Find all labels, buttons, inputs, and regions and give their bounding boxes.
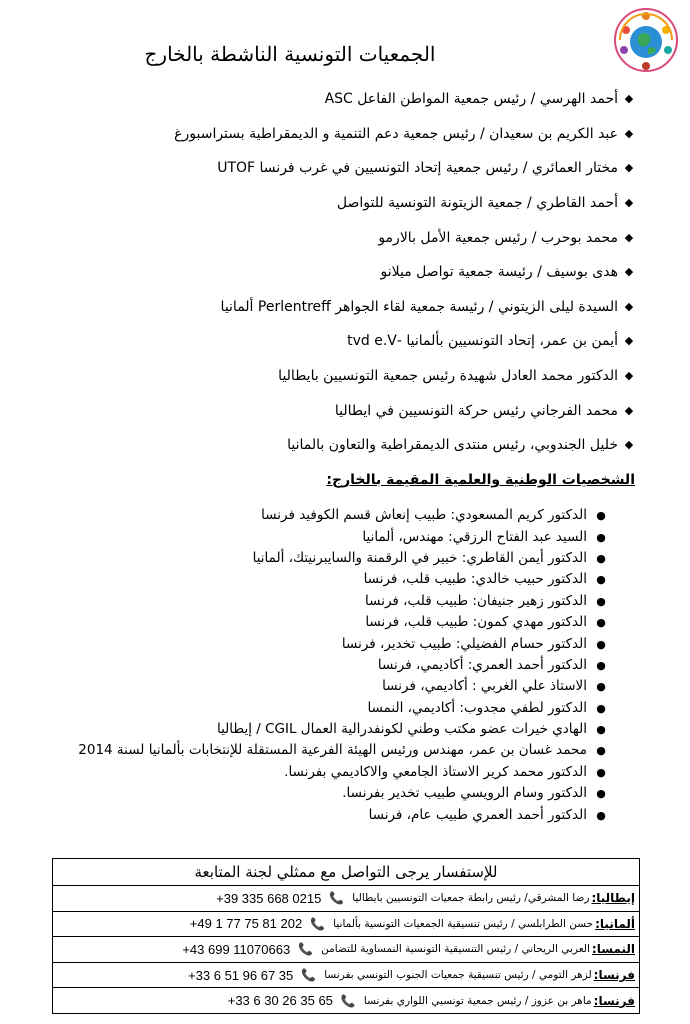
list-item: ● الدكتور كريم المسعودي: طبيب إنعاش قسم الكوفيد فرنسا [55, 505, 615, 526]
persons-list [55, 505, 615, 826]
bullet-icon: ● [596, 701, 606, 715]
diamond-bullet-icon: ◆ [624, 230, 634, 244]
page-title: الجمعيات التونسية الناشطة بالخارج [144, 42, 436, 66]
contact-country: فرنسا: [593, 968, 635, 983]
contact-name: ماهر بن عزوز / رئيس جمعية تونسيي اللواري بفرنسا [363, 994, 592, 1007]
diamond-bullet-icon: ◆ [624, 196, 634, 210]
phone-icon: 📞 [298, 942, 314, 957]
list-item: ● محمد غسان بن عمر، مهندس ورئيس الهيئة الفرعية المستقلة للإنتخابات بألمانيا لسنة 2014 [55, 740, 615, 761]
diamond-bullet-icon: ◆ [624, 438, 634, 452]
bullet-icon: ● [596, 723, 606, 737]
diamond-bullet-icon: ◆ [624, 299, 634, 313]
list-item: ● الدكتور مهدي كمون: طبيب قلب، فرنسا [55, 612, 615, 633]
globe-people-logo-icon [612, 6, 680, 74]
list-item: ● الدكتور وسام الرويسي طبيب تخدير بفرنسا. [55, 783, 615, 804]
contact-name: العربي الريحاني / رئيس التنسيقية التونسية النمساوية للتضامن [321, 943, 590, 956]
diamond-bullet-icon: ◆ [624, 126, 634, 140]
bullet-icon: ● [596, 551, 606, 565]
table-row [53, 963, 639, 989]
list-item: ◆ الدكتور محمد العادل شهيدة رئيس جمعية التونسيين بايطاليا [60, 359, 640, 394]
list-item: ◆ أحمد القاطري / جمعية الزيتونة التونسية للتواصل [60, 186, 640, 221]
bullet-icon: ● [596, 658, 606, 672]
list-item: ◆ مختار العمائري / رئيس جمعية إتحاد التونسيين في غرب فرنسا UTOF [60, 151, 640, 186]
list-item: ● الدكتور لطفي مجدوب: أكاديمي، النمسا [55, 698, 615, 719]
phone-icon: 📞 [301, 968, 317, 983]
associations-list [60, 82, 640, 463]
list-item: ● الهادي خيرات عضو مكتب وطني لكونفدرالية العمال CGIL / إيطاليا [55, 719, 615, 740]
list-item: ● الاستاذ علي الغربي : أكاديمي، فرنسا [55, 676, 615, 697]
bullet-icon: ● [596, 787, 606, 801]
persons-heading: الشخصيات الوطنية والعلمية المقيمة بالخارج: [326, 472, 635, 488]
list-item: ● الدكتور حسام الفضيلي: طبيب تخدير، فرنسا [55, 633, 615, 654]
diamond-bullet-icon: ◆ [624, 334, 634, 348]
bullet-icon: ● [596, 530, 606, 544]
list-item: ● السيد عبد الفتاح الرزقي: مهندس، ألمانيا [55, 526, 615, 547]
bullet-icon: ● [596, 765, 606, 779]
contacts-header: للإستفسار يرجى التواصل مع ممثلي لجنة المتابعة [53, 859, 639, 886]
table-row [53, 988, 639, 1013]
list-item: ● الدكتور أيمن القاطري: خبير في الرقمنة والسايبرنيتك، ألمانيا [55, 548, 615, 569]
contact-phone[interactable]: +43 699 11070663 [182, 941, 291, 957]
phone-icon: 📞 [329, 891, 345, 906]
bullet-icon: ● [596, 808, 606, 822]
list-item: ● الدكتور حبيب خالدي: طبيب قلب، فرنسا [55, 569, 615, 590]
contact-name: حسن الطرابلسي / رئيس تنسيقية الجمعيات التونسية بألمانيا [333, 917, 594, 930]
list-item: ● الدكتور أحمد العمري: أكاديمي، فرنسا [55, 655, 615, 676]
bullet-icon: ● [596, 594, 606, 608]
bullet-icon: ● [596, 573, 606, 587]
phone-icon: 📞 [340, 993, 356, 1008]
contact-phone[interactable]: +33 6 30 26 35 65 [227, 993, 333, 1009]
list-item: ● الدكتور أحمد العمري طبيب عام، فرنسا [55, 804, 615, 825]
bullet-icon: ● [596, 637, 606, 651]
contact-phone[interactable]: +39 335 668 0215 [216, 890, 322, 906]
bullet-icon: ● [596, 680, 606, 694]
list-item: ◆ خليل الجندوبي، رئيس منتدى الديمقراطية والتعاون بالمانيا [60, 428, 640, 463]
list-item: ◆ محمد الفرجاني رئيس حركة التونسيين في ايطاليا [60, 393, 640, 428]
diamond-bullet-icon: ◆ [624, 92, 634, 106]
diamond-bullet-icon: ◆ [624, 403, 634, 417]
list-item: ● الدكتور زهير جنيفان: طبيب قلب، فرنسا [55, 591, 615, 612]
contact-country: النمسا: [591, 942, 635, 957]
table-row [53, 886, 639, 912]
list-item: ◆ محمد بوحرب / رئيس جمعية الأمل بالارمو [60, 220, 640, 255]
table-row [53, 912, 639, 938]
contact-country: ألمانيا: [595, 916, 635, 931]
list-item: ◆ عبد الكريم بن سعيدان / رئيس جمعية دعم التنمية و الديمقراطية بستراسبورغ [60, 117, 640, 152]
list-item: ● الدكتور محمد كرير الاستاذ الجامعي والاكاديمي بفرنسا. [55, 762, 615, 783]
bullet-icon: ● [596, 616, 606, 630]
phone-icon: 📞 [310, 916, 326, 931]
bullet-icon: ● [596, 509, 606, 523]
list-item: ◆ أيمن بن عمر، إتحاد التونسيين بألمانيا -tvd e.V [60, 324, 640, 359]
contact-phone[interactable]: +33 6 51 96 67 35 [188, 967, 294, 983]
diamond-bullet-icon: ◆ [624, 161, 634, 175]
list-item: ◆ السيدة ليلى الزيتوني / رئيسة جمعية لقاء الجواهر Perlentreff ألمانيا [60, 290, 640, 325]
contact-phone[interactable]: +49 1 77 75 81 202 [189, 916, 303, 932]
list-item: ◆ هدى بوسيف / رئيسة جمعية تواصل ميلانو [60, 255, 640, 290]
diamond-bullet-icon: ◆ [624, 369, 634, 383]
bullet-icon: ● [596, 744, 606, 758]
table-row [53, 937, 639, 963]
contact-name: لزهر التومي / رئيس تنسيقية جمعيات الجنوب التونسي بفرنسا [324, 969, 592, 982]
contact-country: فرنسا: [593, 993, 635, 1008]
contacts-table [52, 858, 640, 1014]
contact-name: رضا المشرقي/ رئيس رابطة جمعيات التونسيين بايطاليا [352, 892, 590, 905]
diamond-bullet-icon: ◆ [624, 265, 634, 279]
list-item: ◆ أحمد الهرسي / رئيس جمعية المواطن الفاعل ASC [60, 82, 640, 117]
contact-country: إيطاليا: [591, 891, 635, 906]
